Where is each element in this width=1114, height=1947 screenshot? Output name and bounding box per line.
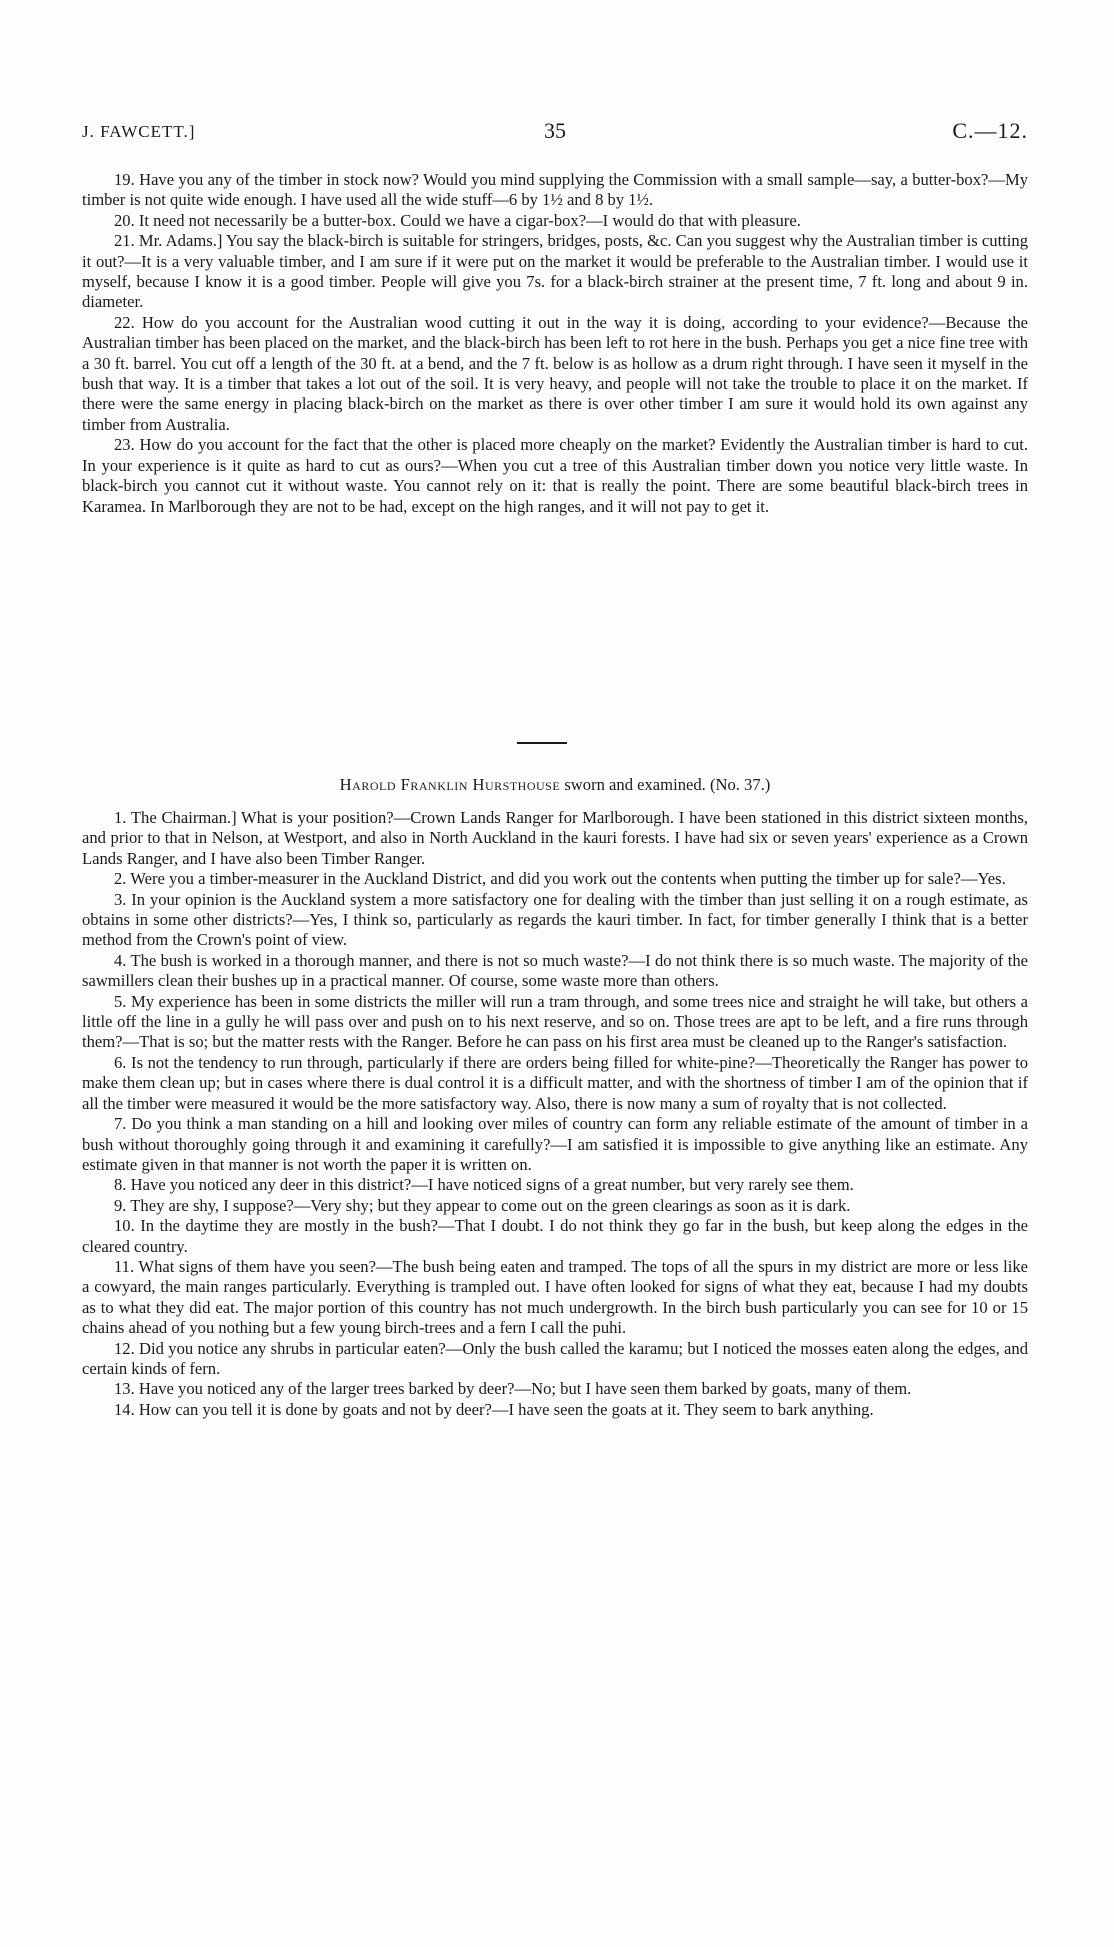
evidence-paragraph: 11. What signs of them have you seen?—The bush being eaten and tramped. The tops of all the spurs in my district are more or less like a cowyard, the main ranges particularly. Everything is trampled out. I have often looked for signs of what they eat, because I had my doubts as to what they did eat. The major portion of this country has not much undergrowth. In the birch bush particularly you can see for 10 or 15 chains ahead of you nothing but a few young birch-trees and a fern I call the puhi. <box>82 1256 1028 1338</box>
page-number: 35 <box>544 118 566 143</box>
running-head <box>82 118 1028 148</box>
witness-name-header: J. FAWCETT.] <box>82 122 196 141</box>
evidence-paragraph: 4. The bush is worked in a thorough manner, and there is not so much waste?—I do not think there is so much waste. The majority of the sawmillers clean their bushes up in a practical manner. Of course, some waste more than others. <box>82 950 1028 991</box>
evidence-paragraph: 10. In the daytime they are mostly in the bush?—That I doubt. I do not think they go far in the bush, but keep along the edges in the cleared country. <box>82 1216 1028 1256</box>
evidence-section-fawcett <box>82 170 1028 517</box>
evidence-paragraph: 7. Do you think a man standing on a hill and looking over miles of country can form any reliable estimate of the amount of timber in a bush without thoroughly going through it and examining it carefully?—I am satisfied it is impossible to give anything like an estimate. Any estimate given in that manner is not worth the paper it is written on. <box>82 1114 1028 1174</box>
paper-reference: C.—12. <box>952 118 1028 143</box>
witness-name: Harold Franklin Hursthouse <box>339 775 561 794</box>
evidence-paragraph: 22. How do you account for the Australian wood cutting it out in the way it is doing, according to your evidence?—Because the Australian timber has been placed on the market, and the black-birch has been left to rot here in the bush. Perhaps you get a nice fine tree with a 30 ft. barrel. You cut off a length of the 30 ft. at a bend, and the 7 ft. below is as hollow as a drum right through. I have seen it myself in the bush that way. It is a timber that takes a lot out of the soil. It is very heavy, and people will not take the trouble to place it on the market. If there were the same energy in placing black-birch on the market as there is over other timber I am sure it would hold its own against any timber from Australia. <box>82 312 1028 434</box>
evidence-paragraph: 20. It need not necessarily be a butter-box. Could we have a cigar-box?—I would do that with pleasure. <box>114 210 801 230</box>
evidence-paragraph: 6. Is not the tendency to run through, particularly if there are orders being filled for white-pine?—Theoretically the Ranger has power to make them clean up; but in cases where there is dual control it is a difficult matter, and with the shortness of timber I am of the opinion that if all the timber were measured it would be the more satisfactory way. Also, there is now many a sum of royalty that is not collected. <box>82 1052 1028 1113</box>
evidence-paragraph: 2. Were you a timber-measurer in the Auckland District, and did you work out the contents when putting the timber up for sale?—Yes. <box>114 869 1006 889</box>
evidence-paragraph: 12. Did you notice any shrubs in particular eaten?—Only the bush called the karamu; but I noticed the mosses eaten along the edges, and certain kinds of fern. <box>82 1338 1028 1378</box>
evidence-paragraph: 1. The Chairman.] What is your position?—Crown Lands Ranger for Marlborough. I have been stationed in this district sixteen months, and prior to that in Nelson, at Westport, and also in North Auckland in the kauri forests. I have had six or seven years' experience as a Crown Lands Ranger, and I have also been Timber Ranger. <box>82 808 1028 868</box>
evidence-paragraph: 3. In your opinion is the Auckland system a more satisfactory one for dealing with the timber than just selling it on a rough estimate, as obtains in some other districts?—Yes, I think so, particularly as regards the kauri timber. In fact, for timber generally I think that is a better method from the Crown's point of view. <box>82 889 1028 950</box>
evidence-paragraph: 13. Have you noticed any of the larger trees barked by deer?—No; but I have seen them barked by goats, many of them. <box>114 1379 912 1399</box>
evidence-section-hursthouse <box>82 808 1028 1420</box>
evidence-paragraph: 14. How can you tell it is done by goats and not by deer?—I have seen the goats at it. They seem to bark anything. <box>114 1399 874 1419</box>
evidence-paragraph: 5. My experience has been in some districts the miller will run a tram through, and some trees nice and straight he will take, but others a little off the line in a gully he will pass over and push on to his next reserve, and so on. Those trees are apt to be left, and a fire runs through them?—That is so; but the matter rests with the Ranger. Before he can pass on his first area must be cleaned up to the Ranger's satisfaction. <box>82 991 1028 1052</box>
evidence-paragraph: 9. They are shy, I suppose?—Very shy; but they appear to come out on the green clearings as soon as it is dark. <box>114 1195 851 1215</box>
evidence-paragraph: 19. Have you any of the timber in stock now? Would you mind supplying the Commission with a small sample—say, a butter-box?—My timber is not quite wide enough. I have used all the wide stuff—6 by 1½ and 8 by 1½. <box>82 170 1028 210</box>
witness-heading-rest: sworn and examined. (No. 37.) <box>564 775 771 794</box>
evidence-paragraph: 8. Have you noticed any deer in this district?—I have noticed signs of a great number, but very rarely see them. <box>114 1175 854 1195</box>
witness-heading <box>82 775 1028 795</box>
section-divider <box>517 742 567 744</box>
evidence-paragraph: 21. Mr. Adams.] You say the black-birch is suitable for stringers, bridges, posts, &c. Can you suggest why the Australian timber is cutting it out?—It is a very valuable timber, and I am sure if it were put on the market it would be preferable to the Australian timber. I would use it myself, because I know it is a good timber. People will give you 7s. for a black-birch strainer at the present time, 7 ft. long and about 9 in. diameter. <box>82 231 1028 312</box>
evidence-paragraph: 23. How do you account for the fact that the other is placed more cheaply on the market? Evidently the Australian timber is hard to cut. In your experience is it quite as hard to cut as ours?—When you cut a tree of this Australian timber down you notice very little waste. In black-birch you cannot cut it without waste. You cannot rely on it: that is really the point. There are some beautiful black-birch trees in Karamea. In Marlborough they are not to be had, except on the high ranges, and it will not pay to get it. <box>82 435 1028 516</box>
